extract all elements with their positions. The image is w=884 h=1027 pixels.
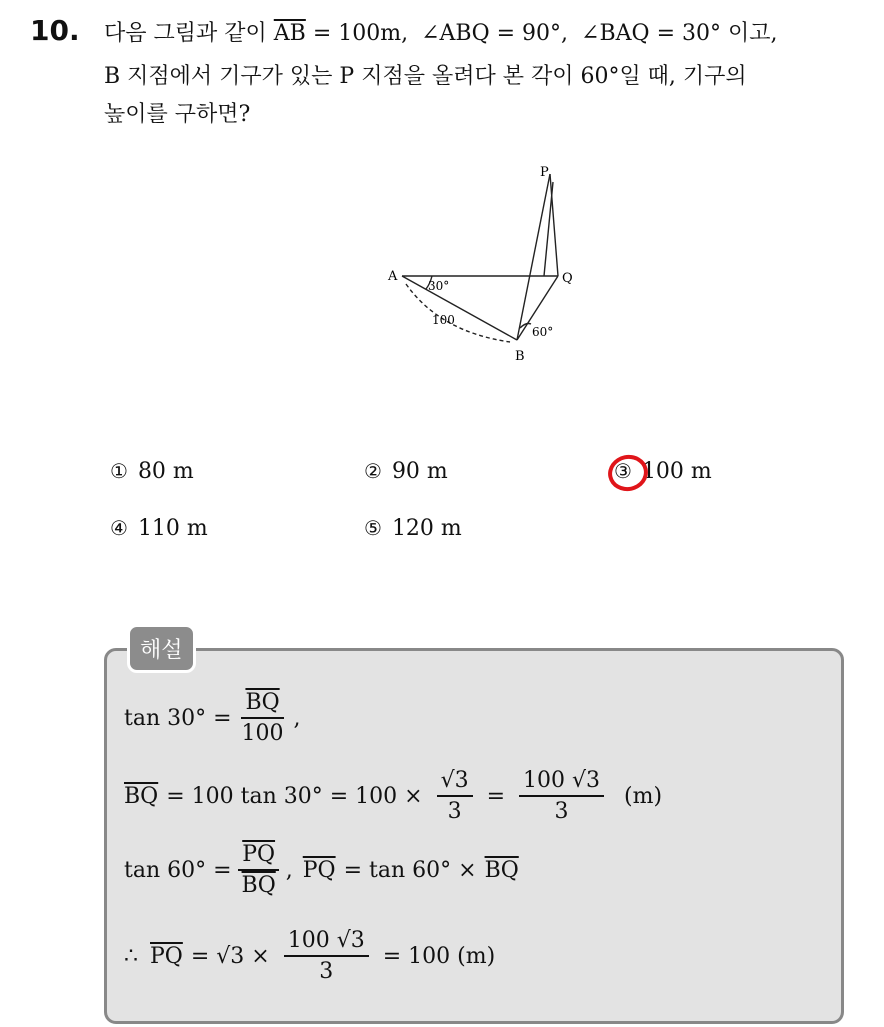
choice-5-mark: ⑤ — [364, 516, 382, 540]
question-text-a: 다음 그림과 같이 — [104, 21, 267, 46]
eq2-mid: = 100 tan 30° = 100 × — [166, 783, 423, 809]
solution-eq-3 — [124, 842, 519, 898]
eq3-lhs: tan 60° = — [124, 857, 232, 883]
line-ab — [402, 276, 517, 340]
label-distance: 100 — [432, 313, 455, 327]
question-line-3: 높이를 구하면? — [104, 102, 251, 127]
eq4-fraction — [284, 928, 369, 984]
question-number: 10. — [30, 14, 80, 47]
question-text-d: ∠BAQ = 30° 이고, — [581, 21, 778, 46]
eq3-num: $\overline{PQ}$ — [238, 842, 279, 871]
choice-3[interactable] — [614, 459, 712, 484]
eq4-den: 3 — [319, 959, 334, 984]
choice-4-text: 110 m — [137, 516, 208, 541]
label-p: P — [540, 165, 549, 180]
eq1-tail: , — [293, 705, 301, 731]
dimension-arc — [406, 284, 510, 342]
label-b: B — [515, 349, 525, 364]
eq1-fraction — [238, 690, 288, 746]
geometry-figure — [370, 160, 590, 370]
selected-answer-circle — [605, 451, 652, 495]
question-text-b: = 100m, — [312, 21, 409, 46]
choice-1-mark: ① — [110, 459, 128, 483]
eq2-fraction-1 — [437, 768, 473, 824]
eq2-equals: = — [486, 783, 506, 809]
choice-3-text: 100 m — [641, 459, 712, 484]
solution-eq-1 — [124, 690, 301, 746]
choice-5[interactable] — [364, 516, 462, 541]
eq2-fraction-2 — [519, 768, 604, 824]
choice-2[interactable] — [364, 459, 448, 484]
eq1-lhs: tan 30° = — [124, 705, 232, 731]
eq2-den1: 3 — [447, 799, 462, 824]
solution-eq-2 — [124, 768, 662, 824]
eq1-num: $\overline{BQ}$ — [241, 690, 283, 719]
eq2-lhs: $\overline{BQ}$ — [124, 783, 159, 809]
choice-1[interactable] — [110, 459, 194, 484]
solution-tag: 해설 — [127, 624, 196, 673]
segment-ab: $\overline{AB}$ — [273, 21, 306, 46]
eq2-den2: 3 — [554, 799, 569, 824]
label-angle-60: 60° — [532, 325, 554, 339]
eq2-num2: 100 √3 — [519, 768, 604, 797]
label-a: A — [388, 269, 398, 284]
eq4-result: = 100 (m) — [382, 943, 496, 969]
eq3-bq: $\overline{BQ}$ — [484, 857, 519, 883]
line-pq — [550, 174, 558, 276]
eq1-den: 100 — [241, 721, 284, 746]
question-line-2: B 지점에서 기구가 있는 P 지점을 올려다 본 각이 60°일 때, 기구의 — [104, 64, 747, 89]
question-line-1 — [104, 16, 777, 47]
label-q: Q — [562, 271, 573, 286]
label-angle-30: 30° — [428, 279, 450, 293]
choice-4-mark: ④ — [110, 516, 128, 540]
eq2-unit: (m) — [624, 783, 663, 809]
choice-5-text: 120 m — [391, 516, 462, 541]
solution-eq-4 — [124, 928, 503, 984]
eq3-sep: , — [285, 857, 293, 883]
eq4-therefore: ∴ — [124, 943, 138, 969]
choice-3-mark: ③ — [614, 459, 632, 483]
eq4-mid: = √3 × — [190, 943, 270, 969]
choice-2-text: 90 m — [391, 459, 448, 484]
choice-2-mark: ② — [364, 459, 382, 483]
eq4-num: 100 √3 — [284, 928, 369, 957]
eq4-pq: $\overline{PQ}$ — [150, 943, 183, 969]
eq3-den: BQ — [241, 873, 276, 898]
eq2-num1: √3 — [437, 768, 473, 797]
eq3-fraction — [238, 842, 280, 898]
choice-1-text: 80 m — [137, 459, 194, 484]
eq3-mid: = tan 60° × — [343, 857, 477, 883]
choice-4[interactable] — [110, 516, 208, 541]
question-text-c: ∠ABQ = 90°, — [421, 21, 569, 46]
eq3-pq: $\overline{PQ}$ — [302, 857, 336, 883]
